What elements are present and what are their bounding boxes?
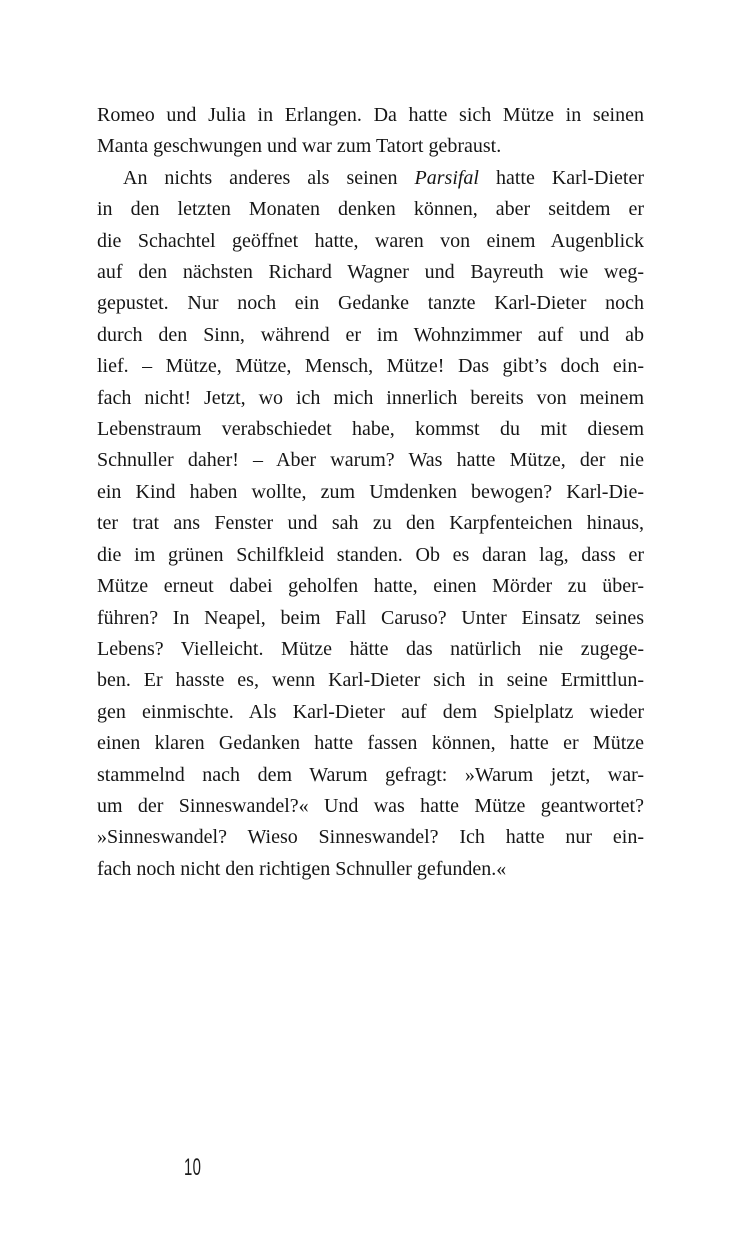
text-segment: die im grünen Schilfkleid standen. Ob es daran lag, dass er: [97, 543, 644, 566]
text-segment: fach noch nicht den richtigen Schnuller gefunden.«: [97, 857, 507, 880]
text-line: [97, 288, 644, 319]
text-line: [97, 697, 644, 728]
text-segment: »Sinneswandel? Wieso Sinneswandel? Ich hatte nur ein-: [97, 826, 644, 849]
text-segment: lief. – Mütze, Mütze, Mensch, Mütze! Das gibt’s doch ein-: [97, 355, 644, 378]
text-line: [97, 477, 644, 508]
text-line: [97, 760, 644, 791]
text-segment: führen? In Neapel, beim Fall Caruso? Unter Einsatz seines: [97, 606, 644, 629]
text-segment: durch den Sinn, während er im Wohnzimmer auf und ab: [97, 323, 644, 346]
text-segment: Manta geschwungen und war zum Tatort gebraust.: [97, 135, 502, 158]
text-segment: in den letzten Monaten denken können, aber seitdem er: [97, 198, 644, 221]
text-line: [97, 131, 644, 162]
text-segment: hatte Karl-Dieter: [478, 166, 644, 189]
text-line: [97, 226, 644, 257]
text-line: [97, 383, 644, 414]
text-line: [97, 791, 644, 822]
text-line: [97, 163, 644, 194]
text-line: [97, 194, 644, 225]
text-segment: einen klaren Gedanken hatte fassen können, hatte er Mütze: [97, 732, 644, 755]
text-line: [97, 351, 644, 382]
text-segment: Lebenstraum verabschiedet habe, kommst du mit diesem: [97, 418, 644, 441]
text-segment: ben. Er hasste es, wenn Karl-Dieter sich in seine Ermittlun-: [97, 669, 644, 692]
text-line: [97, 822, 644, 853]
page-number: 10: [184, 1154, 202, 1181]
text-line: [97, 571, 644, 602]
text-segment: Schnuller daher! – Aber warum? Was hatte Mütze, der nie: [97, 449, 644, 472]
text-line: [97, 100, 644, 131]
text-segment: stammelnd nach dem Warum gefragt: »Warum jetzt, war-: [97, 763, 644, 786]
text-line: [97, 854, 644, 885]
text-line: [97, 603, 644, 634]
text-segment: um der Sinneswandel?« Und was hatte Mütze geantwortet?: [97, 794, 644, 817]
text-segment: fach nicht! Jetzt, wo ich mich innerlich bereits von meinem: [97, 386, 644, 409]
body-text-block: [97, 100, 644, 885]
text-line: [97, 445, 644, 476]
text-line: [97, 257, 644, 288]
italic-text-segment: Parsifal: [414, 166, 479, 189]
text-segment: ein Kind haben wollte, zum Umdenken bewogen? Karl-Die-: [97, 480, 644, 503]
text-segment: die Schachtel geöffnet hatte, waren von einem Augenblick: [97, 229, 644, 252]
text-segment: Romeo und Julia in Erlangen. Da hatte sich Mütze in seinen: [97, 104, 644, 126]
text-segment: gen einmischte. Als Karl-Dieter auf dem Spielplatz wieder: [97, 700, 644, 723]
text-line: [97, 634, 644, 665]
text-line: [97, 665, 644, 696]
text-segment: ter trat ans Fenster und sah zu den Karpfenteichen hinaus,: [97, 512, 644, 535]
text-segment: An nichts anderes als seinen: [123, 166, 415, 189]
text-line: [97, 508, 644, 539]
text-line: [97, 540, 644, 571]
text-segment: Mütze erneut dabei geholfen hatte, einen Mörder zu über-: [97, 575, 644, 598]
text-segment: gepustet. Nur noch ein Gedanke tanzte Karl-Dieter noch: [97, 292, 644, 315]
text-line: [97, 728, 644, 759]
text-segment: auf den nächsten Richard Wagner und Bayreuth wie weg-: [97, 261, 644, 284]
text-line: [97, 320, 644, 351]
text-line: [97, 414, 644, 445]
text-segment: Lebens? Vielleicht. Mütze hätte das natürlich nie zugege-: [97, 637, 644, 660]
